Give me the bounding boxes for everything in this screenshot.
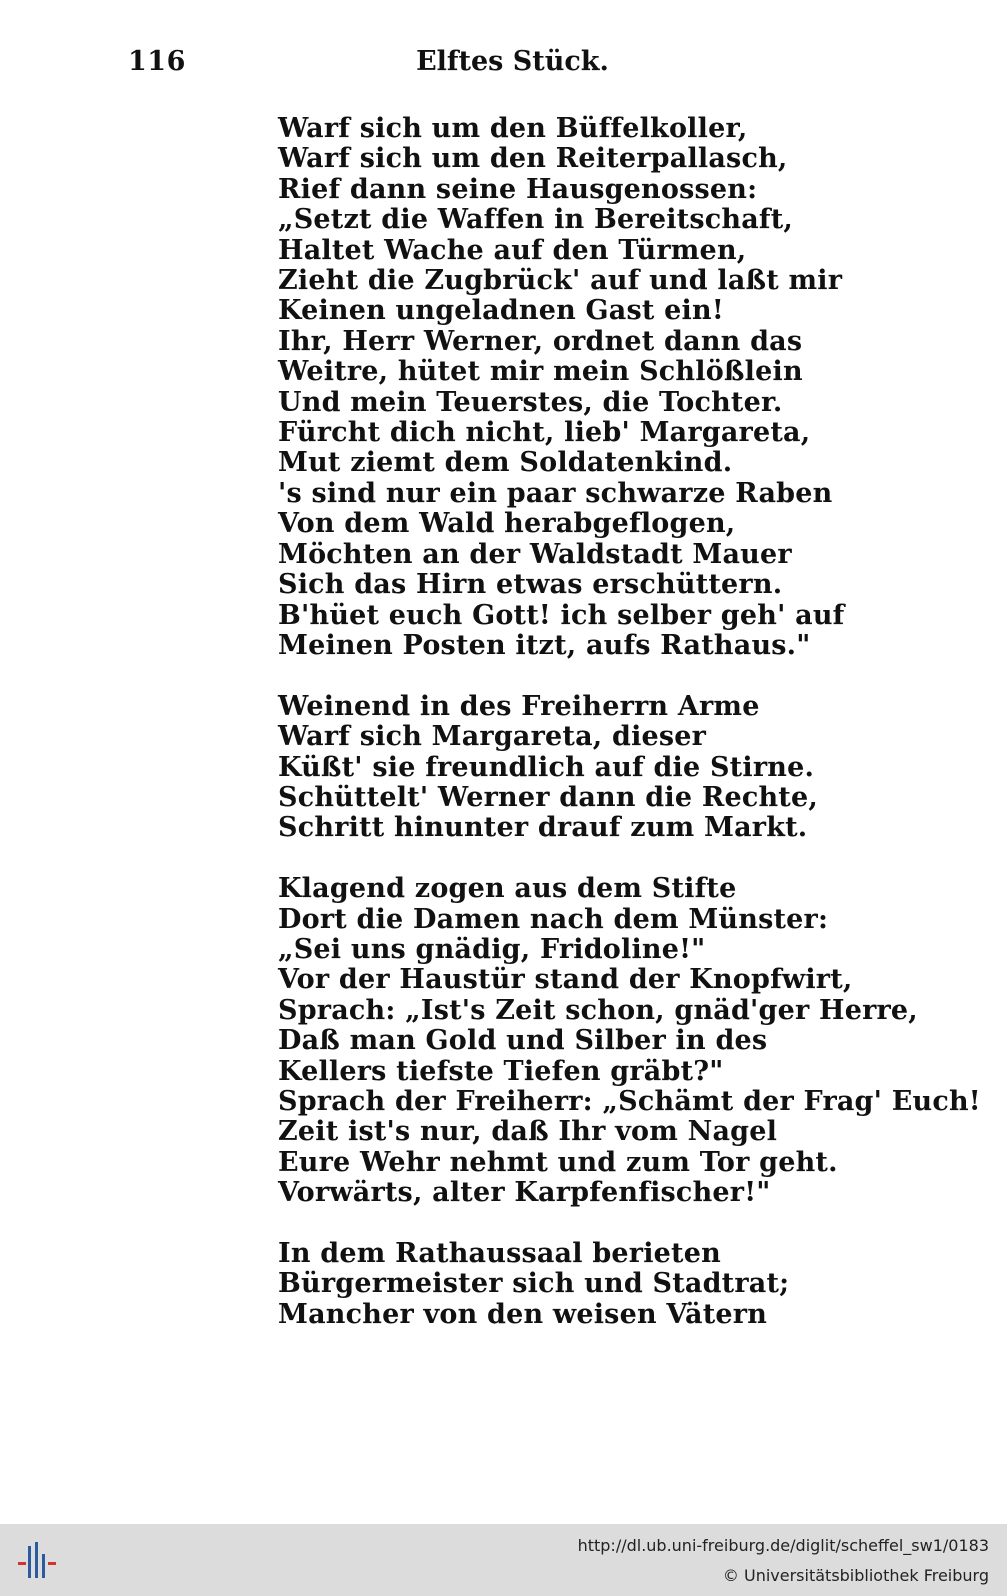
poem-line: Zeit ist's nur, daß Ihr vom Nagel: [278, 1116, 778, 1148]
poem-line: Fürcht dich nicht, lieb' Margareta,: [278, 417, 811, 449]
logo-graphic: [12, 1538, 62, 1584]
poem-line: Haltet Wache auf den Türmen,: [278, 234, 747, 266]
poem-line: Sich das Hirn etwas erschüttern.: [278, 569, 783, 601]
poem-line: 's sind nur ein paar schwarze Raben: [278, 477, 833, 509]
poem-line: Ihr, Herr Werner, ordnet dann das: [278, 325, 803, 357]
poem-line: Schritt hinunter drauf zum Markt.: [278, 812, 808, 844]
poem-line: Dort die Damen nach dem Münster:: [278, 903, 829, 935]
logo-blue-bar-taller: [35, 1542, 38, 1578]
poem-text: [278, 113, 981, 1330]
poem-line: Küßt' sie freundlich auf die Stirne.: [278, 751, 815, 783]
poem-line: Schüttelt' Werner dann die Rechte,: [278, 781, 818, 813]
poem-line: Eure Wehr nehmt und zum Tor geht.: [278, 1146, 838, 1178]
poem-line: Keinen ungeladnen Gast ein!: [278, 295, 724, 327]
poem-line: Warf sich um den Büffelkoller,: [278, 113, 748, 144]
poem-line: Bürgermeister sich und Stadtrat;: [278, 1268, 790, 1300]
logo-red-bar-right: [48, 1562, 56, 1565]
poem-line: Warf sich um den Reiterpallasch,: [278, 143, 788, 175]
poem-line: Meinen Posten itzt, aufs Rathaus.": [278, 629, 811, 661]
poem-line: Weitre, hütet mir mein Schlößlein: [278, 356, 803, 388]
poem-line: Rief dann seine Hausgenossen:: [278, 173, 758, 205]
stanza: [278, 114, 898, 661]
stanza: [278, 873, 981, 1209]
poem-line: „Sei uns gnädig, Fridoline!": [278, 933, 706, 965]
poem-line: B'hüet euch Gott! ich selber geh' auf: [278, 599, 845, 631]
copyright-text: © Universitätsbibliothek Freiburg: [722, 1566, 989, 1585]
poem-line: Warf sich Margareta, dieser: [278, 721, 707, 753]
logo-blue-bar-short: [42, 1554, 45, 1578]
poem-line: Klagend zogen aus dem Stifte: [278, 873, 737, 905]
poem-line: Kellers tiefste Tiefen gräbt?": [278, 1055, 724, 1087]
page-number: 116: [128, 46, 186, 77]
logo-blue-bar-tall: [28, 1546, 31, 1578]
poem-line: „Setzt die Waffen in Bereitschaft,: [278, 204, 793, 236]
poem-line: Vorwärts, alter Karpfenfischer!": [278, 1177, 771, 1209]
stanza: [278, 692, 898, 844]
poem-line: Vor der Haustür stand der Knopfwirt,: [278, 964, 853, 996]
poem-line: Von dem Wald herabgeflogen,: [278, 508, 736, 540]
poem-line: Mut ziemt dem Soldatenkind.: [278, 447, 733, 479]
poem-line: Weinend in des Freiherrn Arme: [278, 690, 760, 722]
digital-library-logo-icon: [12, 1538, 62, 1584]
logo-red-bar-left: [18, 1562, 26, 1565]
poem-line: Möchten an der Waldstadt Mauer: [278, 538, 792, 570]
source-url-link[interactable]: http://dl.ub.uni-freiburg.de/diglit/scheffel_sw1/0183: [577, 1536, 989, 1555]
poem-line: Sprach der Freiherr: „Schämt der Frag' Euch!: [278, 1085, 981, 1117]
poem-line: Mancher von den weisen Vätern: [278, 1298, 768, 1330]
poem-line: Daß man Gold und Silber in des: [278, 1025, 768, 1057]
footer-bar: [0, 1524, 1007, 1596]
poem-line: Zieht die Zugbrück' auf und laßt mir: [278, 265, 843, 297]
poem-line: Sprach: „Ist's Zeit schon, gnäd'ger Herre,: [278, 994, 918, 1026]
poem-line: In dem Rathaussaal berieten: [278, 1237, 721, 1269]
stanza: [278, 1239, 898, 1330]
poem-line: Und mein Teuerstes, die Tochter.: [278, 386, 783, 418]
running-title: Elftes Stück.: [416, 46, 609, 77]
